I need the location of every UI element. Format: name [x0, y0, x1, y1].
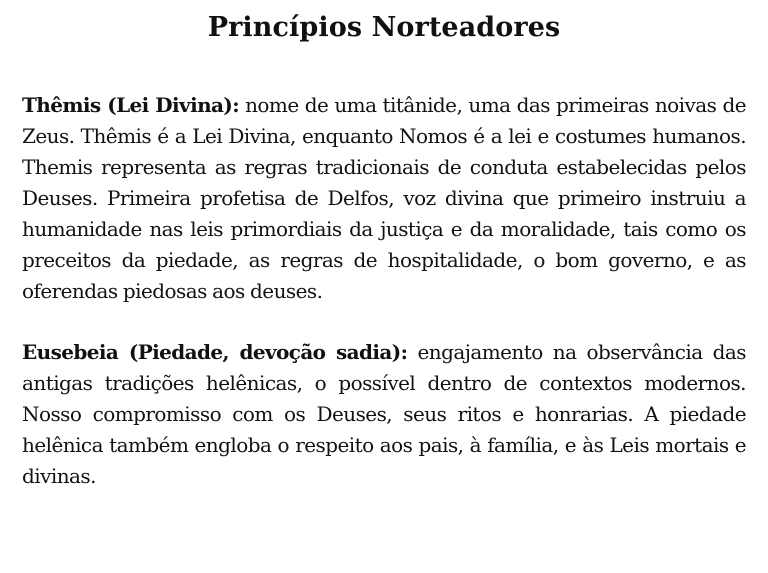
term-themis: Thêmis (Lei Divina):: [22, 93, 240, 117]
definition-eusebeia: engajamento na observância das antigas tradições helênicas, o possível dentro de contextos modernos. Nosso compromisso com os Deuses, seus ritos e honrarias. A piedade helênica também engloba o respeito aos pais, à família, e às Leis mortais e divinas.: [22, 340, 746, 488]
paragraph-eusebeia: [22, 337, 746, 492]
paragraph-themis: [22, 90, 746, 307]
definition-themis: nome de uma titânide, uma das primeiras noivas de Zeus. Thêmis é a Lei Divina, enquanto Nomos é a lei e costumes humanos. Themis representa as regras tradicionais de conduta estabelecidas pelos Deuses. Primeira profetisa de Delfos, voz divina que primeiro instruiu a humanidade nas leis primordiais da justiça e da moralidade, tais como os preceitos da piedade, as regras de hospitalidade, o bom governo, e as oferendas piedosas aos deuses.: [22, 93, 746, 303]
page-title: Princípios Norteadores: [207, 12, 561, 43]
term-eusebeia: Eusebeia (Piedade, devoção sadia):: [22, 340, 408, 364]
